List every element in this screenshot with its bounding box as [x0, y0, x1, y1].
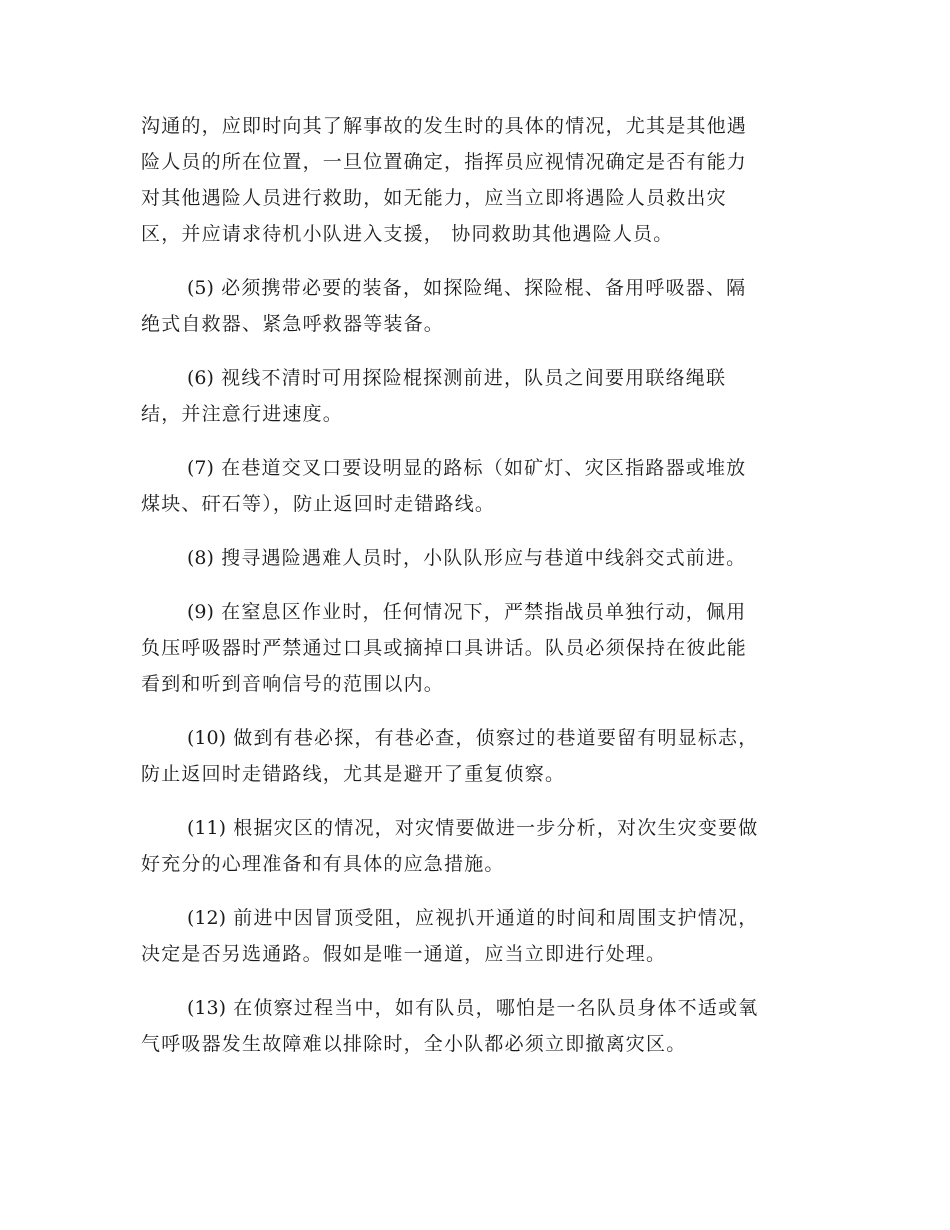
text-line-first — [141, 990, 811, 1026]
text-line-first — [141, 720, 811, 756]
text-line: 在巷道交叉口要设明显的路标（如矿灯、灾区指路器或堆放 — [213, 457, 747, 479]
text-line: 视线不清时可用探险棍探测前进，队员之间要用联络绳联 — [213, 367, 727, 389]
text-line: 区，并应请求待机小队进入支援， 协同救助其他遇险人员。 — [141, 223, 674, 245]
text-line-first — [141, 540, 811, 576]
paragraph-item-6 — [141, 360, 811, 432]
item-number: (12) — [187, 907, 227, 929]
text-line: 沟通的，应即时向其了解事故的发生时的具体的情况，尤其是其他遇 — [141, 115, 748, 137]
item-number: (5) — [187, 277, 214, 299]
text-line: 防止返回时走错路线，尤其是避开了重复侦察。 — [141, 763, 566, 785]
paragraph-item-10 — [141, 720, 811, 792]
text-line-first — [141, 270, 811, 306]
text-line-first — [141, 900, 811, 936]
text-line-first — [141, 450, 811, 486]
item-number: (11) — [187, 817, 227, 839]
paragraph-item-9 — [141, 594, 811, 702]
item-number: (6) — [187, 367, 214, 389]
paragraph-item-8 — [141, 540, 811, 576]
text-line: 险人员的所在位置，一旦位置确定，指挥员应视情况确定是否有能力 — [141, 151, 748, 173]
text-line-first — [141, 810, 811, 846]
paragraph-item-5 — [141, 270, 811, 342]
text-line: 做到有巷必探，有巷必查，侦察过的巷道要留有明显标志， — [226, 727, 759, 749]
text-line: 气呼吸器发生故障难以排除时，全小队都必须立即撤离灾区。 — [141, 1033, 687, 1055]
text-line: 煤块、矸石等），防止返回时走错路线。 — [141, 493, 496, 515]
paragraph-item-11 — [141, 810, 811, 882]
item-number: (9) — [187, 601, 214, 623]
paragraph-item-7 — [141, 450, 811, 522]
paragraph-item-12 — [141, 900, 811, 972]
text-line: 前进中因冒顶受阻，应视扒开通道的时间和周围支护情况， — [226, 907, 759, 929]
text-line: 必须携带必要的装备，如探险绳、探险棍、备用呼吸器、隔 — [213, 277, 747, 299]
text-line: 结，并注意行进速度。 — [141, 403, 344, 425]
item-number: (8) — [187, 547, 214, 569]
item-number: (7) — [187, 457, 214, 479]
document-page — [141, 108, 811, 1080]
text-line-first — [141, 594, 811, 630]
item-number: (13) — [187, 997, 227, 1019]
text-line: 搜寻遇险遇难人员时，小队队形应与巷道中线斜交式前进。 — [213, 547, 747, 569]
text-line: 决定是否另选通路。假如是唯一通道，应当立即进行处理。 — [141, 943, 667, 965]
paragraph-continuation — [141, 108, 811, 252]
text-line: 看到和听到音响信号的范围以内。 — [141, 673, 445, 695]
item-number: (10) — [187, 727, 227, 749]
text-line: 在侦察过程当中，如有队员，哪怕是一名队员身体不适或氧 — [226, 997, 759, 1019]
text-line: 负压呼吸器时严禁通过口具或摘掉口具讲话。队员必须保持在彼此能 — [141, 637, 748, 659]
paragraph-item-13 — [141, 990, 811, 1062]
text-line: 在窒息区作业时，任何情况下，严禁指战员单独行动，佩用 — [213, 601, 747, 623]
text-line: 好充分的心理准备和有具体的应急措施。 — [141, 853, 505, 875]
text-line: 根据灾区的情况，对灾情要做进一步分析，对次生灾变要做 — [226, 817, 759, 839]
text-line: 绝式自救器、紧急呼救器等装备。 — [141, 313, 445, 335]
text-line: 对其他遇险人员进行救助，如无能力，应当立即将遇险人员救出灾 — [141, 187, 727, 209]
text-line-first — [141, 360, 811, 396]
